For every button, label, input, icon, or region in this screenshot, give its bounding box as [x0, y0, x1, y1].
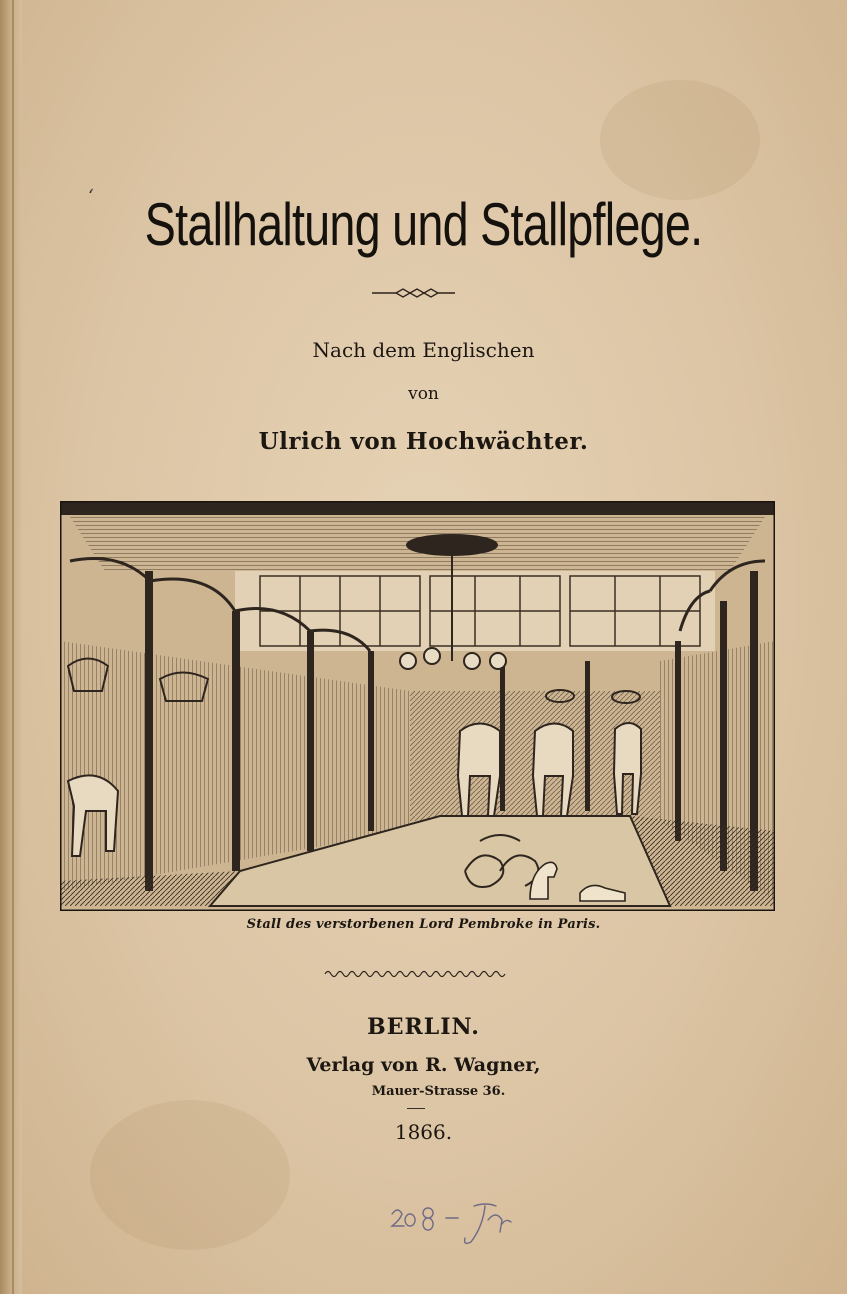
paper-stain [600, 80, 760, 200]
publisher-address: Mauer-Strasse 36. [371, 1084, 506, 1099]
short-rule [407, 1108, 425, 1109]
spine-line [12, 0, 14, 1294]
publication-year: 1866. [394, 1120, 453, 1144]
illustration-caption: Stall des verstorbenen Lord Pembroke in Paris. [246, 917, 601, 932]
handwritten-shelfmark [388, 1200, 528, 1252]
title-mark: ‘ [88, 186, 94, 207]
author-name: Ulrich von Hochwächter. [258, 428, 589, 455]
wavy-divider [0, 968, 847, 980]
book-title: Stallhaltung und Stallpflege. [144, 191, 703, 258]
von-text: von [408, 384, 439, 404]
publisher: Verlag von R. Wagner, [306, 1054, 541, 1076]
book-spine-edge [0, 0, 22, 1294]
subtitle: Nach dem Englischen [312, 338, 535, 362]
city: BERLIN. [367, 1014, 480, 1040]
ornament-divider-top [0, 284, 847, 302]
stable-engraving-illustration [60, 501, 775, 911]
